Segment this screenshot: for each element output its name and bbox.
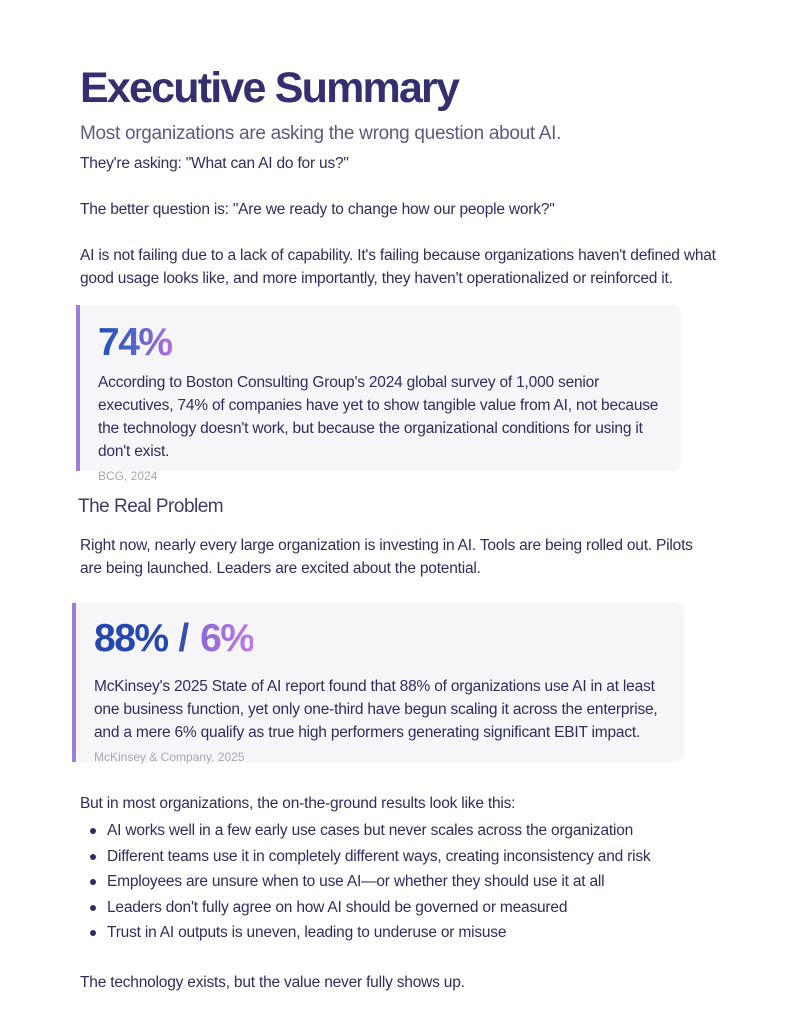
bullet-icon [90,828,96,834]
stat-number [94,617,684,669]
list-item [80,869,720,895]
bullet-icon [90,879,96,885]
intro-paragraph-2: The better question is: "Are we ready to change how our people work?" [80,201,555,218]
stat-callout-mckinsey [72,603,684,762]
stat-description: According to Boston Consulting Group's 2024 global survey of 1,000 senior executives, 74% of companies have yet to show tangible value from AI, not because the technology doesn't work, but because the organizational conditions for using it don't exist. [98,374,659,460]
list-item-text: Trust in AI outputs is uneven, leading to underuse or misuse [107,924,507,941]
results-list [80,818,720,946]
results-lead: But in most organizations, the on-the-ground results look like this: [80,795,516,812]
intro-paragraph-3: AI is not failing due to a lack of capability. It's failing because organizations haven't defined what good usage looks like, and more importantly, they haven't operationalized or reinforced it. [80,247,716,287]
stat-source: BCG, 2024 [98,469,158,483]
list-item-text: Leaders don't fully agree on how AI should be governed or measured [107,898,568,916]
list-item [80,895,720,921]
stat-source: McKinsey & Company, 2025 [94,750,245,764]
page-subtitle: Most organizations are asking the wrong question about AI. [80,123,562,144]
list-item [80,920,720,946]
section-heading: The Real Problem [78,496,224,517]
list-item-text: AI works well in a few early use cases but never scales across the organization [107,822,634,839]
list-item [80,818,720,844]
stat-number-secondary: 6% [200,617,254,660]
list-item-text: Employees are unsure when to use AI—or whether they should use it at all [107,873,605,890]
stat-number: 74% [98,321,172,364]
bullet-icon [90,905,96,911]
page-title: Executive Summary [80,64,459,112]
closing-paragraph: The technology exists, but the value never fully shows up. [80,973,465,991]
results-block [80,792,720,994]
list-item [80,844,720,870]
problem-paragraph: Right now, nearly every large organization is investing in AI. Tools are being rolled out. Pilots are being launched. Leaders are excited about the potential. [80,537,693,577]
bullet-icon [90,854,96,860]
stat-number-separator: / [167,617,201,660]
intro-paragraph-1: They're asking: "What can AI do for us?" [80,155,349,172]
stat-description: McKinsey's 2025 State of AI report found that 88% of organizations use AI in at least one business function, yet only one-third have begun scaling it across the enterprise, and a mere 6% qualify as true high performers generating significant EBIT impact. [94,678,658,741]
stat-callout-bcg [76,305,681,483]
intro-block [80,62,720,290]
list-item-text: Different teams use it in completely different ways, creating inconsistency and risk [107,847,651,865]
stat-number-primary: 88% [94,617,168,660]
bullet-icon [90,930,96,936]
problem-block [80,534,710,580]
